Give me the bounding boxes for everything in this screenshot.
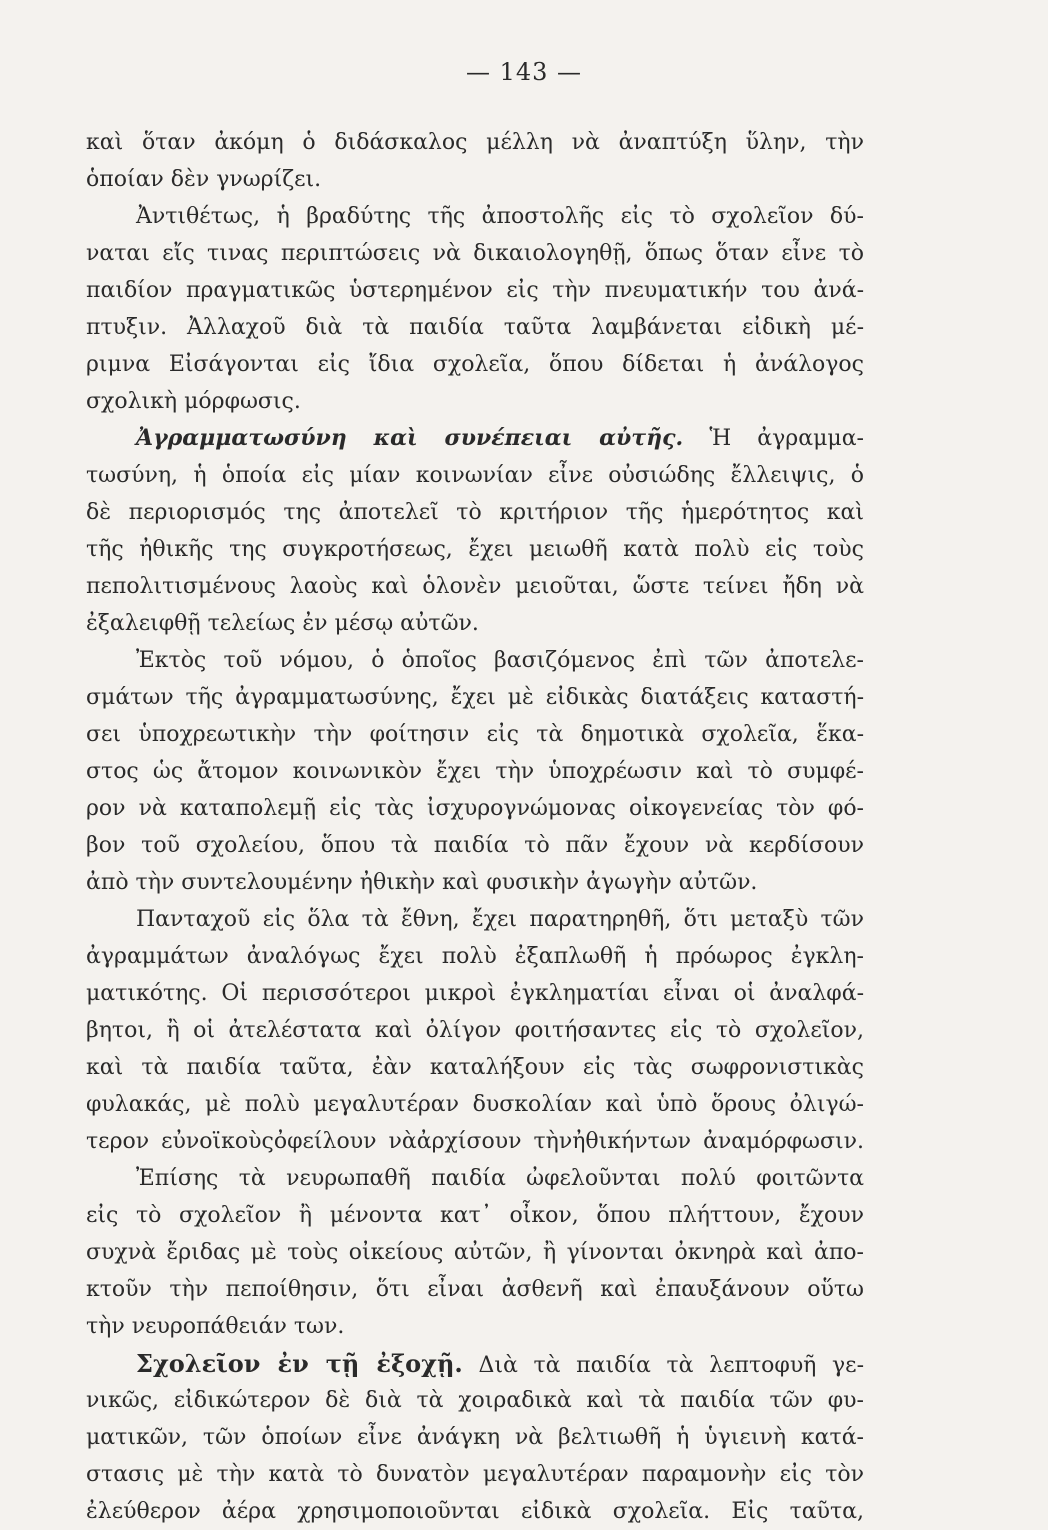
text-line: καὶ ὅταν ἀκόμη ὁ διδάσκαλος μέλλη νὰ ἀναπτύξη ὕλην, τὴν bbox=[86, 130, 864, 155]
text-line: ματικῶν, τῶν ὁποίων εἶνε ἀνάγκη νὰ βελτιωθῆ ἡ ὑγιεινὴ κατά- bbox=[86, 1425, 864, 1450]
text-line: συχνὰ ἔριδας μὲ τοὺς οἰκείους αὐτῶν, ἢ γίνονται ὀκνηρὰ καὶ ἀπο- bbox=[86, 1240, 864, 1265]
text-line: παιδίον πραγματικῶς ὑστερημένον εἰς τὴν πνευματικήν του ἀνά- bbox=[86, 278, 864, 303]
text-line: ριμνα Εἰσάγονται εἰς ἴδια σχολεῖα, ὅπου δίδεται ἡ ἀνάλογος bbox=[86, 352, 864, 377]
page-number: — 143 — bbox=[465, 58, 583, 86]
text-line: Πανταχοῦ εἰς ὅλα τὰ ἔθνη, ἔχει παρατηρηθῆ, ὅτι μεταξὺ τῶν bbox=[136, 907, 864, 932]
text-line: ἀγραμμάτων ἀναλόγως ἔχει πολὺ ἐξαπλωθῆ ἡ πρόωρος ἐγκλη- bbox=[86, 944, 864, 969]
text-line: τωσύνη, ἡ ὁποία εἰς μίαν κοινωνίαν εἶνε οὐσιώδης ἔλλειψις, ὁ bbox=[86, 463, 864, 488]
text-line: σει ὑποχρεωτικὴν τὴν φοίτησιν εἰς τὰ δημοτικὰ σχολεῖα, ἕκα- bbox=[86, 722, 864, 747]
text-line: ὁποίαν δὲν γνωρίζει. bbox=[86, 167, 322, 192]
text-line: δὲ περιορισμός της ἀποτελεῖ τὸ κριτήριον τῆς ἡμερότητος καὶ bbox=[86, 500, 864, 525]
text-line: στος ὡς ἄτομον κοινωνικὸν ἔχει τὴν ὑποχρέωσιν καὶ τὸ συμφέ- bbox=[86, 759, 864, 784]
text-line: τὴν νευροπάθειάν των. bbox=[86, 1314, 345, 1339]
text-line: πεπολιτισμένους λαοὺς καὶ ὁλονὲν μειοῦται, ὥστε τείνει ἤδη νὰ bbox=[86, 574, 864, 599]
text-fragment: Διὰ τὰ παιδία τὰ λεπτοφυῆ γε- bbox=[478, 1353, 864, 1378]
text-line: πτυξιν. Ἀλλαχοῦ διὰ τὰ παιδία ταῦτα λαμβάνεται εἰδικὴ μέ- bbox=[86, 315, 864, 340]
text-line: νικῶς, εἰδικώτερον δὲ διὰ τὰ χοιραδικὰ καὶ τὰ παιδία τῶν φυ- bbox=[86, 1388, 864, 1413]
text-line: ἐλεύθερον ἀέρα χρησιμοποιοῦνται εἰδικὰ σχολεῖα. Εἰς ταῦτα, bbox=[86, 1499, 864, 1524]
text-line: Ἀντιθέτως, ἡ βραδύτης τῆς ἀποστολῆς εἰς τὸ σχολεῖον δύ- bbox=[136, 204, 864, 229]
text-line bbox=[86, 1345, 864, 1382]
body-text bbox=[86, 124, 864, 1530]
text-line: ματικότης. Οἱ περισσότεροι μικροὶ ἐγκληματίαι εἶναι οἱ ἀναλφά- bbox=[86, 981, 864, 1006]
text-line: βον τοῦ σχολείου, ὅπου τὰ παιδία τὸ πᾶν ἔχουν νὰ κερδίσουν bbox=[86, 833, 864, 858]
text-line: καὶ τὰ παιδία ταῦτα, ἐὰν καταλήξουν εἰς τὰς σωφρονιστικὰς bbox=[86, 1055, 864, 1080]
text-line: φυλακάς, μὲ πολὺ μεγαλυτέραν δυσκολίαν καὶ ὑπὸ ὅρους ὀλιγώ- bbox=[86, 1092, 864, 1117]
text-line: εἰς τὸ σχολεῖον ἢ μένοντα κατ᾽ οἶκον, ὅπου πλήττουν, ἔχουν bbox=[86, 1203, 864, 1228]
text-line: ἀπὸ τὴν συντελουμένην ἠθικὴν καὶ φυσικὴν ἀγωγὴν αὐτῶν. bbox=[86, 870, 758, 895]
text-line: τῆς ἠθικῆς της συγκροτήσεως, ἔχει μειωθῆ κατὰ πολὺ εἰς τοὺς bbox=[86, 537, 864, 562]
text-line: τερον εὐνοϊκοὺςὀφείλουν νὰἀρχίσουν τὴνἠθικήντων ἀναμόρφωσιν. bbox=[86, 1129, 864, 1154]
text-line: στασις μὲ τὴν κατὰ τὸ δυνατὸν μεγαλυτέραν παραμονὴν εἰς τὸν bbox=[86, 1462, 864, 1487]
text-line: βητοι, ἢ οἱ ἀτελέστατα καὶ ὀλίγον φοιτήσαντες εἰς τὸ σχολεῖον, bbox=[86, 1018, 864, 1043]
text-line: ρον νὰ καταπολεμῇ εἰς τὰς ἰσχυρογνώμονας οἰκογενείας τὸν φό- bbox=[86, 796, 864, 821]
text-line: Ἐκτὸς τοῦ νόμου, ὁ ὁποῖος βασιζόμενος ἐπὶ τῶν ἀποτελε- bbox=[136, 648, 864, 673]
text-line bbox=[86, 420, 864, 457]
section-heading: Ἀγραμματωσύνη καὶ συνέπειαι αὐτῆς. bbox=[136, 425, 684, 451]
text-line: Ἐπίσης τὰ νευρωπαθῆ παιδία ὠφελοῦνται πολύ φοιτῶντα bbox=[136, 1166, 864, 1191]
text-line: ναται εἴς τινας περιπτώσεις νὰ δικαιολογηθῇ, ὅπως ὅταν εἶνε τὸ bbox=[86, 241, 864, 266]
text-fragment: Ἡ ἀγραμμα- bbox=[709, 426, 864, 451]
text-line: κτοῦν τὴν πεποίθησιν, ὅτι εἶναι ἀσθενῆ καὶ ἐπαυξάνουν οὕτω bbox=[86, 1277, 864, 1302]
text-line: σμάτων τῆς ἀγραμματωσύνης, ἔχει μὲ εἰδικὰς διατάξεις καταστή- bbox=[86, 685, 864, 710]
section-heading: Σχολεῖον ἐν τῇ ἐξοχῇ. bbox=[136, 1349, 463, 1378]
text-line: σχολικὴ μόρφωσις. bbox=[86, 389, 301, 414]
text-line: ἐξαλειφθῇ τελείως ἐν μέσῳ αὐτῶν. bbox=[86, 611, 479, 636]
